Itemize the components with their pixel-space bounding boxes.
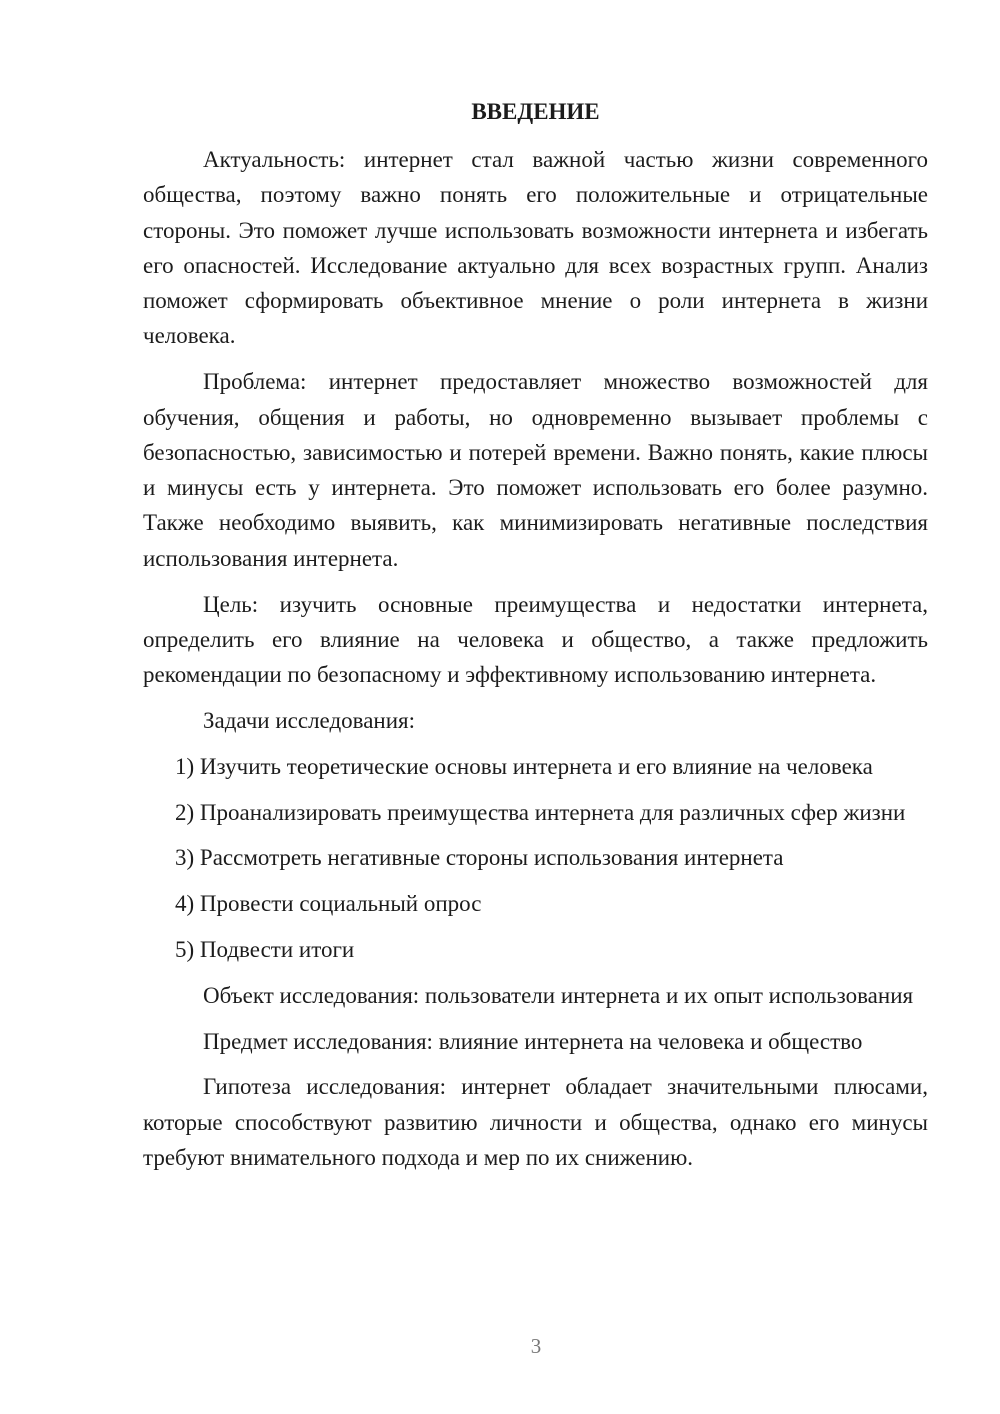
task-item-4: 4) Провести социальный опрос [175, 891, 482, 917]
hypothesis-paragraph: Гипотеза исследования: интернет обладает значительными плюсами, которые способствуют развитию личности и общества, однако его минусы требуют внимательного подхода и мер по их снижению. [143, 1074, 928, 1170]
tasks-heading: Задачи исследования: [203, 707, 416, 733]
task-item-5: 5) Подвести итоги [175, 936, 355, 962]
page-title: ВВЕДЕНИЕ [471, 99, 600, 124]
document-body [143, 142, 928, 1186]
page-number: 3 [530, 1334, 542, 1358]
relevance-paragraph: Актуальность: интернет стал важной частью жизни современного общества, поэтому важно понять его положительные и отрицательные стороны. Это поможет лучше использовать возможности интернета и избегать его опасностей. Исследование актуально для всех возрастных групп. Анализ поможет сформировать объективное мнение о роли интернета в жизни человека. [143, 147, 928, 349]
subject-paragraph: Предмет исследования: влияние интернета на человека и общество [203, 1028, 863, 1054]
task-item-3: 3) Рассмотреть негативные стороны использования интернета [175, 845, 784, 871]
task-item-1: 1) Изучить теоретические основы интернета и его влияние на человека [175, 753, 873, 779]
problem-paragraph: Проблема: интернет предоставляет множество возможностей для обучения, общения и работы, но одновременно вызывает проблемы с безопасностью, зависимостью и потерей времени. Важно понять, какие плюсы и минусы есть у интернета. Это поможет использовать его более разумно. Также необходимо выявить, как минимизировать негативные последствия использования интернета. [143, 369, 928, 571]
object-paragraph: Объект исследования: пользователи интернета и их опыт использования [203, 982, 914, 1008]
task-item-2: 2) Проанализировать преимущества интернета для различных сфер жизни [175, 799, 906, 825]
goal-paragraph: Цель: изучить основные преимущества и недостатки интернета, определить его влияние на человека и общество, а также предложить рекомендации по безопасному и эффективному использованию интернета. [143, 591, 928, 688]
